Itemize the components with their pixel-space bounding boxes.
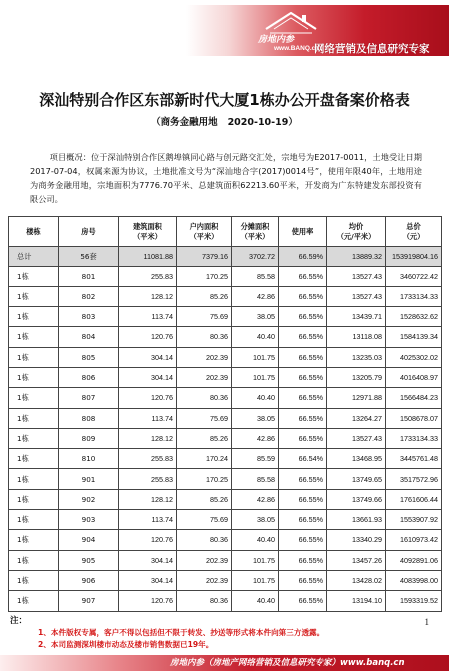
inner-area-cell: 80.36: [177, 591, 232, 611]
table-row: [9, 428, 442, 448]
room-cell: 906: [59, 570, 119, 590]
total-price-cell: 1566484.23: [386, 388, 442, 408]
unit-price-cell: 12971.88: [327, 388, 386, 408]
room-cell: 902: [59, 489, 119, 509]
room-cell: 808: [59, 408, 119, 428]
total-price-cell: 1508678.07: [386, 408, 442, 428]
gross-area-cell: 120.76: [119, 591, 177, 611]
building-cell: 1栋: [9, 489, 59, 509]
building-cell: 1栋: [9, 530, 59, 550]
usage-rate-cell: 66.55%: [279, 510, 327, 530]
table-body: [9, 247, 442, 612]
building-cell: 1栋: [9, 550, 59, 570]
shared-area-cell: 40.40: [232, 327, 279, 347]
unit-price-cell: 13194.10: [327, 591, 386, 611]
column-header-label: 建筑面积: [133, 222, 162, 232]
inner-area-cell: 170.25: [177, 266, 232, 286]
chimney: [302, 15, 306, 22]
brand-name: 房地内参: [258, 35, 295, 45]
gross-area-cell: 128.12: [119, 428, 177, 448]
inner-area-cell: 75.69: [177, 408, 232, 428]
gross-area-cell: 255.83: [119, 469, 177, 489]
column-header: [232, 217, 279, 247]
table-row: [9, 510, 442, 530]
column-header: [9, 217, 59, 247]
column-header: [119, 217, 177, 247]
unit-price-cell: 13457.26: [327, 550, 386, 570]
total-row: [9, 247, 442, 267]
shared-area-cell: 42.86: [232, 286, 279, 306]
shared-area-cell: 40.40: [232, 388, 279, 408]
table-row: [9, 550, 442, 570]
footer-banner: 房地内参（房地产网络营销及信息研究专家）www.banq.cn: [0, 655, 449, 671]
room-cell: 807: [59, 388, 119, 408]
unit-price-cell: 13264.27: [327, 408, 386, 428]
shared-area-cell: 85.58: [232, 469, 279, 489]
inner-area-cell: 170.25: [177, 469, 232, 489]
inner-area-cell: 80.36: [177, 327, 232, 347]
shared-area-cell: 85.59: [232, 449, 279, 469]
brand-tagline: 网络营销及信息研究专家: [314, 43, 430, 55]
column-header-unit: （元）: [402, 231, 425, 241]
note-item: 1、本件版权专属，客户不得以包括但不限于转发、抄送等形式将本件向第三方透露。: [38, 628, 325, 637]
shared-area-cell: 42.86: [232, 428, 279, 448]
room-cell: 801: [59, 266, 119, 286]
building-cell: 1栋: [9, 591, 59, 611]
project-overview: 项目概况：位于深汕特别合作区鹅埠镇同心路与创元路交汇处，宗地号为E2017-0011，土地受让日期2017-07-04，权属来源为协议，土地批准文号为“深汕地合字(2017)0014号”，使用年限40年，土地用途为商务金融用地，宗地面积为7776.70平米、总建筑面积62213.60平米，开发商为广东特建发东部投资有限公司。: [30, 152, 422, 204]
building-cell: 1栋: [9, 286, 59, 306]
table-row: [9, 307, 442, 327]
total-price-cell: 4025302.02: [386, 347, 442, 367]
shared-area-cell: 38.05: [232, 307, 279, 327]
room-cell: 56套: [59, 247, 119, 267]
usage-rate-cell: 66.55%: [279, 327, 327, 347]
inner-area-cell: 202.39: [177, 550, 232, 570]
shared-area-cell: 101.75: [232, 367, 279, 387]
usage-rate-cell: 66.55%: [279, 388, 327, 408]
shared-area-cell: 42.86: [232, 489, 279, 509]
building-cell: 1栋: [9, 307, 59, 327]
table-row: [9, 489, 442, 509]
inner-area-cell: 7379.16: [177, 247, 232, 267]
room-cell: 804: [59, 327, 119, 347]
column-header-label: 总价: [406, 222, 421, 232]
room-cell: 805: [59, 347, 119, 367]
table-row: [9, 286, 442, 306]
table-row: [9, 367, 442, 387]
usage-rate-cell: 66.55%: [279, 367, 327, 387]
inner-area-cell: 75.69: [177, 510, 232, 530]
gross-area-cell: 120.76: [119, 388, 177, 408]
usage-rate-cell: 66.55%: [279, 489, 327, 509]
inner-area-cell: 202.39: [177, 367, 232, 387]
total-price-cell: 1610973.42: [386, 530, 442, 550]
total-price-cell: 4016408.97: [386, 367, 442, 387]
column-header-label: 房号: [81, 226, 96, 236]
building-cell: 1栋: [9, 266, 59, 286]
unit-price-cell: 13527.43: [327, 266, 386, 286]
brand-banner: [186, 5, 449, 56]
total-price-cell: 3460722.42: [386, 266, 442, 286]
unit-price-cell: 13749.65: [327, 469, 386, 489]
column-header-label: 均价: [348, 222, 364, 232]
unit-price-cell: 13118.08: [327, 327, 386, 347]
room-cell: 803: [59, 307, 119, 327]
building-cell: 1栋: [9, 408, 59, 428]
column-header-unit: （元/平米）: [336, 231, 376, 241]
shared-area-cell: 38.05: [232, 510, 279, 530]
total-price-cell: 3445761.48: [386, 449, 442, 469]
column-header: [327, 217, 386, 247]
inner-area-cell: 85.26: [177, 489, 232, 509]
total-price-cell: 4092891.06: [386, 550, 442, 570]
table-row: [9, 327, 442, 347]
gross-area-cell: 304.14: [119, 367, 177, 387]
room-cell: 809: [59, 428, 119, 448]
table-row: [9, 530, 442, 550]
usage-rate-cell: 66.55%: [279, 307, 327, 327]
inner-area-cell: 80.36: [177, 530, 232, 550]
usage-rate-cell: 66.55%: [279, 428, 327, 448]
building-cell: 1栋: [9, 510, 59, 530]
total-price-cell: 1528632.62: [386, 307, 442, 327]
gross-area-cell: 304.14: [119, 570, 177, 590]
inner-area-cell: 85.26: [177, 428, 232, 448]
column-header-label: 使用率: [291, 226, 314, 236]
gross-area-cell: 113.74: [119, 510, 177, 530]
price-table: [8, 216, 442, 612]
shared-area-cell: 3702.72: [232, 247, 279, 267]
shared-area-cell: 85.58: [232, 266, 279, 286]
table-row: [9, 591, 442, 611]
usage-rate-cell: 66.54%: [279, 449, 327, 469]
gross-area-cell: 120.76: [119, 327, 177, 347]
shared-area-cell: 101.75: [232, 570, 279, 590]
total-price-cell: 3517572.96: [386, 469, 442, 489]
building-cell: 1栋: [9, 570, 59, 590]
building-cell: 总计: [9, 247, 59, 267]
building-cell: 1栋: [9, 367, 59, 387]
column-header-unit: （平米）: [189, 231, 219, 241]
table-row: [9, 347, 442, 367]
room-cell: 905: [59, 550, 119, 570]
gross-area-cell: 128.12: [119, 489, 177, 509]
usage-rate-cell: 66.55%: [279, 286, 327, 306]
column-header: [386, 217, 442, 247]
unit-price-cell: 13661.93: [327, 510, 386, 530]
gross-area-cell: 255.83: [119, 266, 177, 286]
room-cell: 802: [59, 286, 119, 306]
unit-price-cell: 13749.66: [327, 489, 386, 509]
total-price-cell: 1733134.33: [386, 286, 442, 306]
room-cell: 901: [59, 469, 119, 489]
total-price-cell: 4083998.00: [386, 570, 442, 590]
building-cell: 1栋: [9, 388, 59, 408]
column-header-label: 户内面积: [189, 222, 219, 232]
column-header-unit: （平米）: [133, 231, 162, 241]
unit-price-cell: 13468.95: [327, 449, 386, 469]
table-row: [9, 570, 442, 590]
usage-rate-cell: 66.55%: [279, 408, 327, 428]
shared-area-cell: 101.75: [232, 550, 279, 570]
header-row: [9, 217, 442, 247]
document-title: 深汕特别合作区东部新时代大厦1栋办公开盘备案价格表: [39, 91, 410, 109]
gross-area-cell: 120.76: [119, 530, 177, 550]
shared-area-cell: 101.75: [232, 347, 279, 367]
usage-rate-cell: 66.59%: [279, 247, 327, 267]
unit-price-cell: 13439.71: [327, 307, 386, 327]
inner-area-cell: 75.69: [177, 307, 232, 327]
shared-area-cell: 40.40: [232, 530, 279, 550]
gross-area-cell: 304.14: [119, 550, 177, 570]
gross-area-cell: 113.74: [119, 307, 177, 327]
inner-area-cell: 170.24: [177, 449, 232, 469]
inner-area-cell: 80.36: [177, 388, 232, 408]
room-cell: 806: [59, 367, 119, 387]
shared-area-cell: 40.40: [232, 591, 279, 611]
column-header: [59, 217, 119, 247]
column-header-label: 分摊面积: [240, 222, 270, 232]
unit-price-cell: 13527.43: [327, 286, 386, 306]
total-price-cell: 1761606.44: [386, 489, 442, 509]
unit-price-cell: 13428.02: [327, 570, 386, 590]
unit-price-cell: 13235.03: [327, 347, 386, 367]
building-cell: 1栋: [9, 428, 59, 448]
column-header-label: 楼栋: [26, 226, 41, 236]
unit-price-cell: 13889.32: [327, 247, 386, 267]
column-header: [177, 217, 232, 247]
building-cell: 1栋: [9, 347, 59, 367]
table-row: [9, 408, 442, 428]
table-row: [9, 469, 442, 489]
usage-rate-cell: 66.55%: [279, 570, 327, 590]
shared-area-cell: 38.05: [232, 408, 279, 428]
usage-rate-cell: 66.55%: [279, 347, 327, 367]
notes: [10, 616, 420, 651]
table-row: [9, 266, 442, 286]
brand-url: www.BANQ.cn: [274, 45, 320, 52]
page-number: 1: [424, 617, 429, 627]
inner-area-cell: 85.26: [177, 286, 232, 306]
gross-area-cell: 11081.88: [119, 247, 177, 267]
room-cell: 907: [59, 591, 119, 611]
column-header: [279, 217, 327, 247]
usage-rate-cell: 66.55%: [279, 266, 327, 286]
roof-line: [266, 13, 316, 29]
inner-area-cell: 202.39: [177, 347, 232, 367]
unit-price-cell: 13205.79: [327, 367, 386, 387]
total-price-cell: 1553907.92: [386, 510, 442, 530]
building-cell: 1栋: [9, 469, 59, 489]
gross-area-cell: 255.83: [119, 449, 177, 469]
unit-price-cell: 13340.29: [327, 530, 386, 550]
room-cell: 903: [59, 510, 119, 530]
document-subtitle: （商务金融用地 2020-10-19）: [151, 117, 298, 128]
total-price-cell: 1593319.52: [386, 591, 442, 611]
gross-area-cell: 304.14: [119, 347, 177, 367]
note-item: 2、本司监测深圳楼市动态及楼市销售数据已19年。: [38, 640, 214, 649]
total-price-cell: 1584139.34: [386, 327, 442, 347]
gross-area-cell: 113.74: [119, 408, 177, 428]
room-cell: 904: [59, 530, 119, 550]
building-cell: 1栋: [9, 449, 59, 469]
usage-rate-cell: 66.55%: [279, 591, 327, 611]
usage-rate-cell: 66.55%: [279, 550, 327, 570]
table-head: [9, 217, 442, 247]
unit-price-cell: 13527.43: [327, 428, 386, 448]
usage-rate-cell: 66.55%: [279, 469, 327, 489]
table-row: [9, 388, 442, 408]
total-price-cell: 1733134.33: [386, 428, 442, 448]
usage-rate-cell: 66.55%: [279, 530, 327, 550]
notes-label: 注：: [10, 616, 28, 626]
room-cell: 810: [59, 449, 119, 469]
column-header-unit: （平米）: [240, 231, 270, 241]
table-row: [9, 449, 442, 469]
total-price-cell: 153919804.16: [386, 247, 442, 267]
gross-area-cell: 128.12: [119, 286, 177, 306]
inner-area-cell: 202.39: [177, 570, 232, 590]
building-cell: 1栋: [9, 327, 59, 347]
